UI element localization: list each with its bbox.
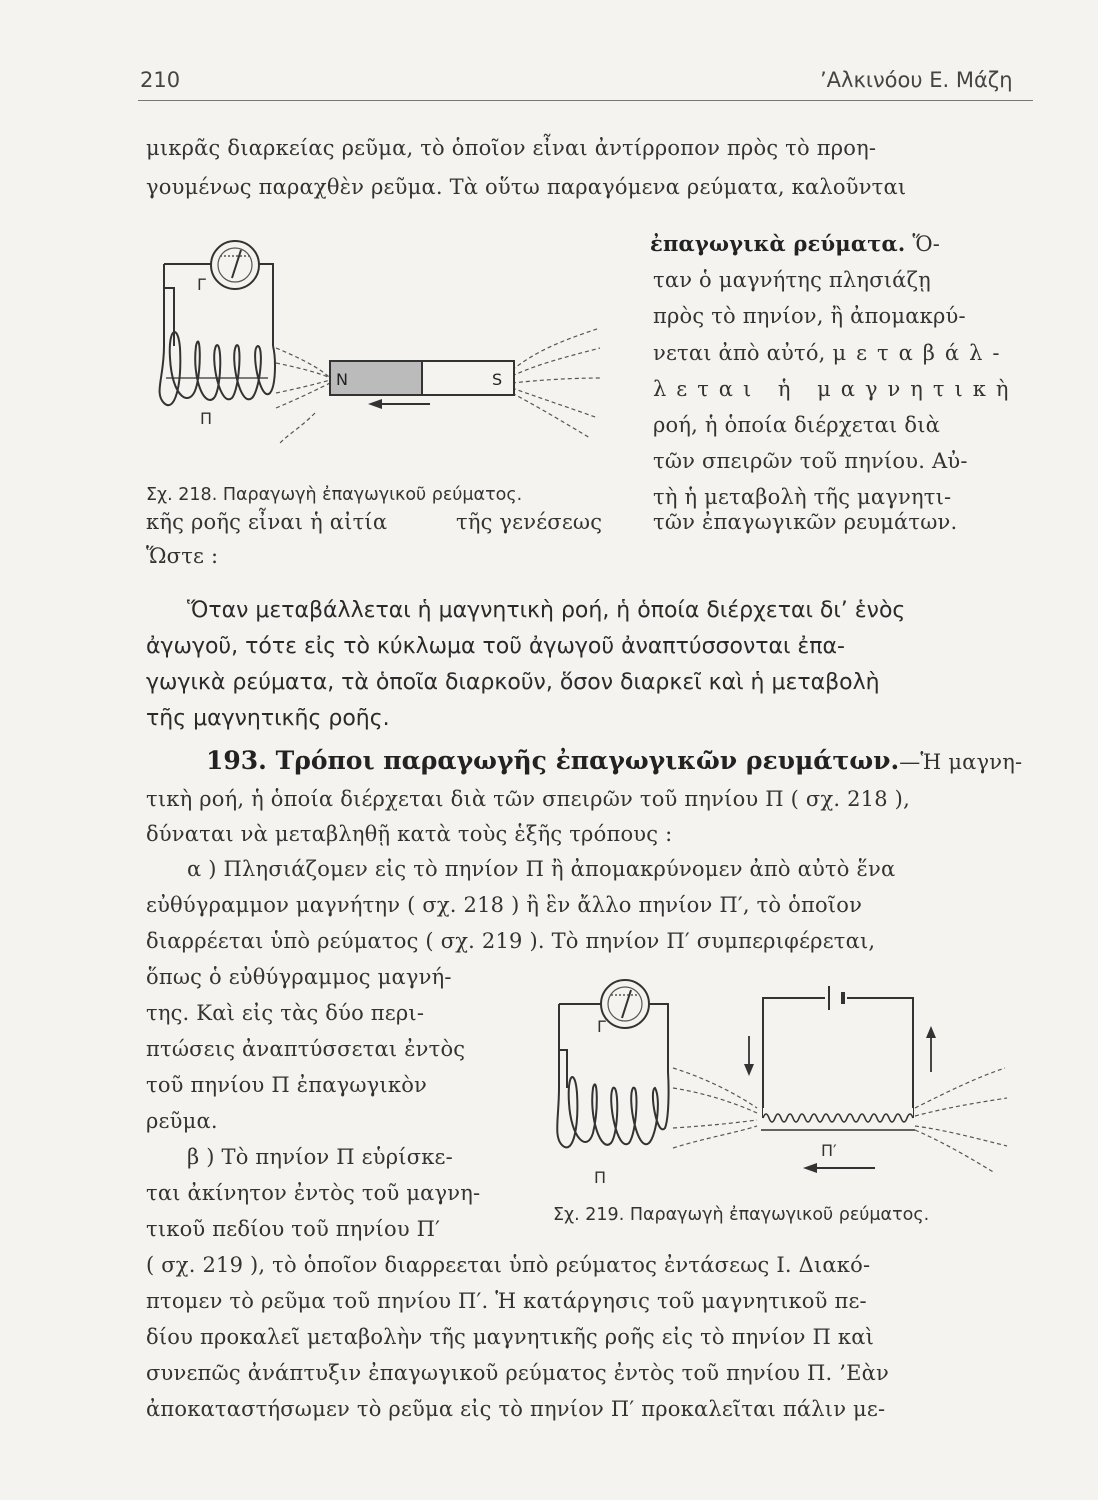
text-line: β ) Τὸ πηνίον Π εὑρίσκε- [187,1145,453,1169]
text-line: δίου προκαλεῖ μεταβολὴν τῆς μαγνητικῆς ροῆς εἰς τὸ πηνίον Π καὶ [146,1325,875,1349]
page-number: 210 [140,68,181,92]
text-line: κῆς ροῆς εἶναι ἡ αἰτία [146,510,388,534]
text-fragment: νεται ἀπὸ αὐτό, [653,341,826,365]
running-header-author: ’Αλκινόου Ε. Μάζη [820,68,1013,92]
text-line: διαρρέεται ὑπὸ ρεύματος ( σχ. 219 ). Τὸ πηνίον Π′ συμπεριφέρεται, [146,929,876,953]
figure-219-caption: Σχ. 219. Παραγωγὴ ἐπαγωγικοῦ ρεύματος. [553,1205,930,1225]
coil-icon [160,332,275,405]
magnet-north-label: N [336,370,348,389]
figure-218-diagram [140,228,620,468]
section-heading-line [206,746,1022,775]
text-line: τοῦ πηνίου Π ἐπαγωγικὸν [146,1073,428,1097]
text-line: α ) Πλησιάζομεν εἰς τὸ πηνίον Π ἢ ἀπομακρύνομεν ἀπὸ αὐτὸ ἕνα [187,857,896,881]
coil-label: Π [200,409,213,428]
second-coil-label: Π′ [821,1141,837,1160]
text-line: τῆς μαγνητικῆς ροῆς. [146,706,390,731]
text-line: ἀποκαταστήσωμεν τὸ ρεῦμα εἰς τὸ πηνίον Π′ προκαλεῖται πάλιν με- [146,1397,886,1421]
text-line: τικοῦ πεδίου τοῦ πηνίου Π′ [146,1217,441,1241]
text-fragment: Ὅ- [912,232,941,256]
text-line: τικὴ ροή, ἡ ὁποία διέρχεται διὰ τῶν σπειρῶν τοῦ πηνίου Π ( σχ. 218 ), [146,787,910,811]
text-line: τῆς γενέσεως [456,510,603,534]
spaced-term: μεταβάλ- [832,341,1010,365]
magnet-south-label: S [492,370,503,389]
text-line: Ὥστε : [146,544,219,568]
section-heading: 193. Τρόποι παραγωγῆς ἐπαγωγικῶν ρευμάτων. [206,746,900,775]
text-line: της. Καὶ εἰς τὰς δύο περι- [146,1001,425,1025]
bold-term: ἐπαγωγικὰ ρεύματα. [650,231,906,256]
text-line: πτώσεις ἀναπτύσσεται ἐντὸς [146,1037,466,1061]
galvanometer-label: Γ [597,1017,606,1036]
text-line: γουμένως παραχθὲν ρεῦμα. Τὰ οὕτω παραγόμενα ρεύματα, καλοῦνται [146,175,907,199]
battery-circuit [763,986,913,1118]
text-line: ὅπως ὁ εὐθύγραμμος μαγνή- [146,965,452,989]
galvanometer-icon [601,980,649,1028]
galvanometer-icon [211,241,259,289]
text-line: πτομεν τὸ ρεῦμα τοῦ πηνίου Π′. Ἡ κατάργησις τοῦ μαγνητικοῦ πε- [146,1289,867,1313]
text-line: ροή, ἡ ὁποία διέρχεται διὰ [653,413,941,437]
text-line [653,341,1010,365]
bar-magnet-icon [330,361,514,395]
current-arrow-icon [744,1026,936,1076]
text-line: ἀγωγοῦ, τότε εἰς τὸ κύκλωμα τοῦ ἀγωγοῦ ἀναπτύσσονται ἐπα- [146,634,845,659]
spaced-term-line: λεται ἡ μαγνητικὴ [653,377,1019,401]
text-line: δύναται νὰ μεταβληθῇ κατὰ τοὺς ἑξῆς τρόπους : [146,822,673,846]
text-line: μικρᾶς διαρκείας ρεῦμα, τὸ ὁποῖον εἶναι ἀντίρροπον πρὸς τὸ προη- [146,136,877,160]
text-line: τῶν ἐπαγωγικῶν ρευμάτων. [653,510,958,534]
motion-arrow-icon [368,399,430,409]
text-fragment: —Ἡ μαγνη- [899,750,1023,774]
text-line: Ὅταν μεταβάλλεται ἡ μαγνητικὴ ροή, ἡ ὁποία διέρχεται δι’ ἑνὸς [187,598,906,623]
text-line [650,231,940,256]
figure-219-diagram [545,968,1045,1198]
second-coil-icon [761,1108,915,1130]
text-line: ταν ὁ μαγνήτης πλησιάζῃ [653,268,931,292]
motion-arrow-icon [803,1163,875,1173]
text-line: τὴ ἡ μεταβολὴ τῆς μαγνητι- [653,485,952,509]
text-line: γωγικὰ ρεύματα, τὰ ὁποῖα διαρκοῦν, ὅσον διαρκεῖ καὶ ἡ μεταβολὴ [146,670,880,695]
figure-218-caption: Σχ. 218. Παραγωγὴ ἐπαγωγικοῦ ρεύματος. [146,485,523,505]
text-line: ρεῦμα. [146,1109,218,1133]
header-rule [138,100,1033,101]
coil-icon [557,1072,668,1147]
text-line: πρὸς τὸ πηνίον, ἢ ἀπομακρύ- [653,304,966,328]
text-line: συνεπῶς ἀνάπτυξιν ἐπαγωγικοῦ ρεύματος ἐντὸς τοῦ πηνίου Π. ’Εὰν [146,1361,890,1385]
coil-label: Π [594,1168,607,1187]
text-line: τῶν σπειρῶν τοῦ πηνίου. Αὐ- [653,449,968,473]
text-line: ( σχ. 219 ), τὸ ὁποῖον διαρρεεται ὑπὸ ρεύματος ἐντάσεως Ι. Διακό- [146,1253,871,1277]
galvanometer-label: Γ [197,275,206,294]
text-line: ται ἀκίνητον ἐντὸς τοῦ μαγνη- [146,1181,481,1205]
text-line: εὐθύγραμμον μαγνήτην ( σχ. 218 ) ἢ ἓν ἄλλο πηνίον Π′, τὸ ὁποῖον [146,893,863,917]
